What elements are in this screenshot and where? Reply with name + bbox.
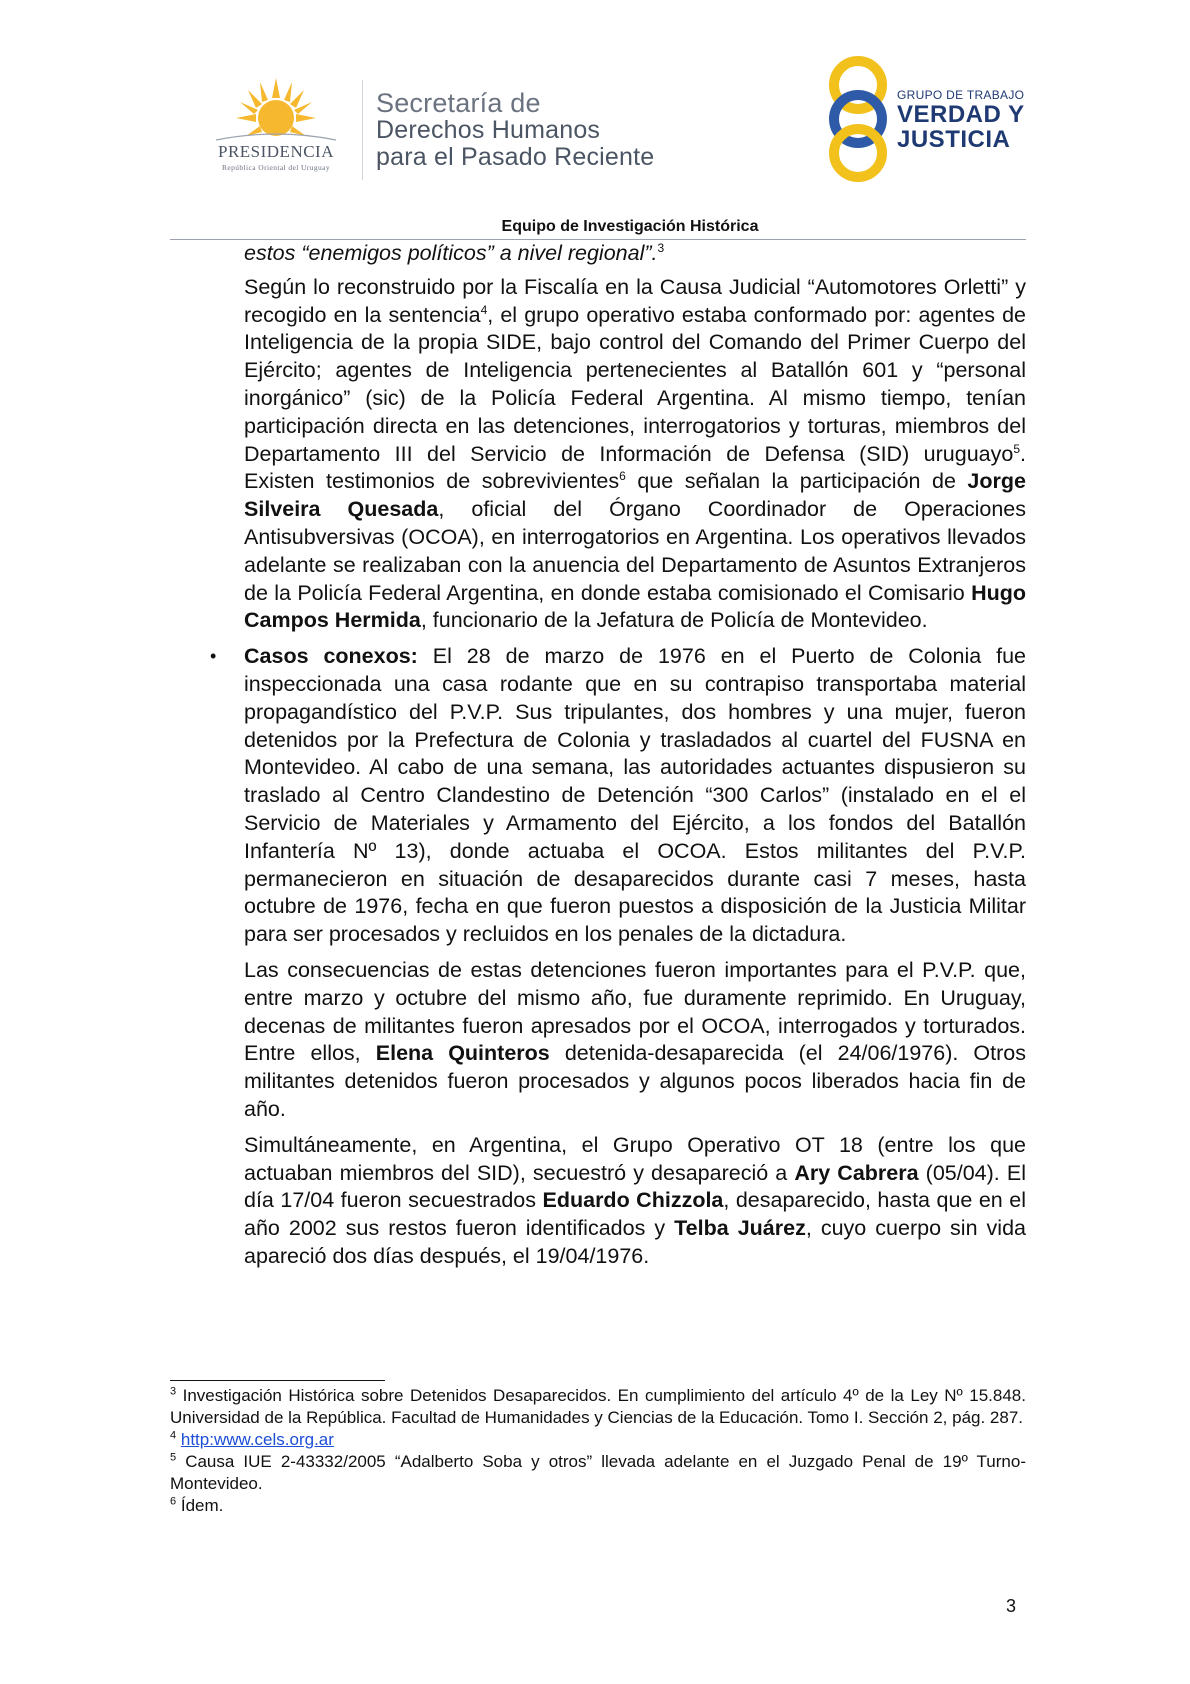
- bold-name: Elena Quinteros: [375, 1041, 550, 1066]
- verdad-justicia-rings-logo: [820, 55, 896, 183]
- paragraph-consecuencias: [244, 957, 1026, 1124]
- text-run: , el grupo operativo estaba conformado por: agentes de Inteligencia de la propia SIDE, bajo control del Comando del Primer Cuerpo del Ejército; agentes de Inteligencia pertenecientes al Batallón 601 y “personal inorgánico” (sic) de la Policía Federal Argentina. Al mismo tiempo, tenían participación directa en las detenciones, interrogatorios y torturas, miembros del Departamento III del Servicio de Información de Defensa (SID) uruguayo: [244, 302, 1027, 466]
- footnote-separator: [170, 1380, 385, 1381]
- cels-link[interactable]: http:www.cels.org.ar: [180, 1430, 334, 1449]
- paragraph-argentina: [244, 1132, 1026, 1271]
- presidencia-name: PRESIDENCIA: [217, 142, 334, 161]
- section-title: Equipo de Investigación Histórica: [501, 218, 759, 235]
- text-run: , cuyo cuerpo sin vida apareció dos días después, el 19/04/1976.: [244, 1216, 1026, 1268]
- footnote-text: Ídem.: [176, 1496, 224, 1515]
- footnote-3: [170, 1385, 1026, 1429]
- text-run: Las consecuencias de estas detenciones fueron importantes para el P.V.P. que, entre marzo y octubre del mismo año, fue duramente reprimido. En Uruguay, decenas de militantes fueron apresados por el OCOA, interrogados y torturados. Entre ellos,: [244, 957, 1026, 1066]
- footnote-6: [170, 1495, 1026, 1517]
- text-run: que señalan la participación de: [625, 469, 968, 494]
- text-run: El 28 de marzo de 1976 en el Puerto de Colonia fue inspeccionada una casa rodante que en su contrapiso transportaba material propagandístico del P.V.P. Sus tripulantes, dos hombres y una mujer, fueron detenidos por la Prefectura de Colonia y trasladados al cuartel del FUSNA en Montevideo. Al cabo de una semana, las autoridades actuantes dispusieron su traslado al Centro Clandestino de Detención “300 Carlos” (instalado en el el Servicio de Materiales y Armamento del Ejército, a los fondos del Batallón Infantería Nº 13), donde actuaba el OCOA. Estos militantes del P.V.P. permanecieron en situación de desaparecidos durante casi 7 meses, hasta octubre de 1976, fecha en que fueron puestos a disposición de la Justicia Militar para ser procesados y recluidos en los penales de la dictadura.: [244, 644, 1026, 947]
- bullet-casos-conexos: [210, 643, 1026, 949]
- footnote-text: Investigación Histórica sobre Detenidos Desaparecidos. En cumplimiento del artículo 4º de la Ley Nº 15.848. Universidad de la República. Facultad de Humanidades y Ciencias de la Educación. Tomo I. Sección 2, pág. 287.: [170, 1386, 1026, 1427]
- secretaria-line-2: Derechos Humanos: [376, 116, 601, 144]
- bold-name: Hugo Campos Hermida: [244, 580, 1026, 633]
- footnote-number: 4: [170, 1429, 177, 1442]
- bullet-marker: •: [210, 646, 217, 667]
- footnote-ref[interactable]: 6: [619, 469, 626, 484]
- secretaria-line-3: para el Pasado Reciente: [376, 143, 655, 171]
- footnotes: [170, 1385, 1026, 1517]
- verdad-label: VERDAD Y: [897, 101, 1025, 128]
- intro-quote: estos “enemigos políticos” a nivel regional”.: [244, 241, 658, 265]
- page-number: 3: [1006, 1596, 1017, 1616]
- justicia-label: JUSTICIA: [897, 126, 1011, 153]
- verdad-justicia-logo-text: [897, 88, 1025, 152]
- logo-divider: [362, 80, 363, 180]
- intro-line: [244, 240, 1026, 268]
- text-run: Según lo reconstruido por la Fiscalía en la Causa Judicial “Automotores Orletti” y recogido en la sentencia: [244, 274, 1026, 327]
- bold-name: Eduardo Chizzola: [542, 1188, 724, 1213]
- text-run: , oficial del Órgano Coordinador de Operaciones Antisubversivas (OCOA), en interrogatorios en Argentina. Los operativos llevados adelante se realizaban con la anuencia del Departamento de Asuntos Extranjeros de la Policía Federal Argentina, en donde estaba comisionado el Comisario: [244, 497, 1027, 605]
- paragraph-orletti: [244, 274, 1026, 635]
- text-run: detenida-desaparecida (el 24/06/1976). Otros militantes detenidos fueron procesados y algunos pocos liberados hacia fin de año.: [244, 1041, 1026, 1121]
- footnote-number: 6: [170, 1495, 177, 1508]
- footnote-ref[interactable]: 5: [1013, 441, 1021, 456]
- text-run: , funcionario de la Jefatura de Policía de Montevideo.: [420, 608, 928, 633]
- bold-name: Ary Cabrera: [794, 1160, 919, 1185]
- grupo-trabajo-label: GRUPO DE TRABAJO: [897, 88, 1025, 102]
- bold-name: Telba Juárez: [674, 1216, 806, 1241]
- presidencia-subtitle: República Oriental del Uruguay: [221, 163, 330, 172]
- footnote-ref[interactable]: 3: [657, 240, 665, 255]
- bold-name: Jorge Silveira Quesada: [244, 469, 1026, 522]
- text-run: . Existen testimonios de sobrevivientes: [244, 441, 1026, 494]
- footnote-text: Causa IUE 2-43332/2005 “Adalberto Soba y otros” llevada adelante en el Juzgado Penal de 19º Turno-Montevideo.: [170, 1452, 1026, 1493]
- document-body: [210, 240, 1027, 1279]
- footnote-5: [170, 1451, 1026, 1495]
- text-run: Simultáneamente, en Argentina, el Grupo Operativo OT 18 (entre los que actuaban miembros del SID), secuestró y desapareció a: [244, 1132, 1026, 1185]
- footnote-ref[interactable]: 4: [480, 302, 488, 317]
- footnote-4: [170, 1429, 1026, 1451]
- text-run: , desaparecido, hasta que en el año 2002 sus restos fueron identificados y: [244, 1188, 1026, 1241]
- secretaria-logo-text: [376, 90, 654, 171]
- footnote-number: 3: [170, 1385, 177, 1398]
- text-run: (05/04). El día 17/04 fueron secuestrados: [244, 1160, 1026, 1213]
- footnote-number: 5: [170, 1451, 177, 1464]
- bullet-label: Casos conexos:: [244, 644, 418, 669]
- secretaria-line-1: Secretaría de: [376, 88, 541, 118]
